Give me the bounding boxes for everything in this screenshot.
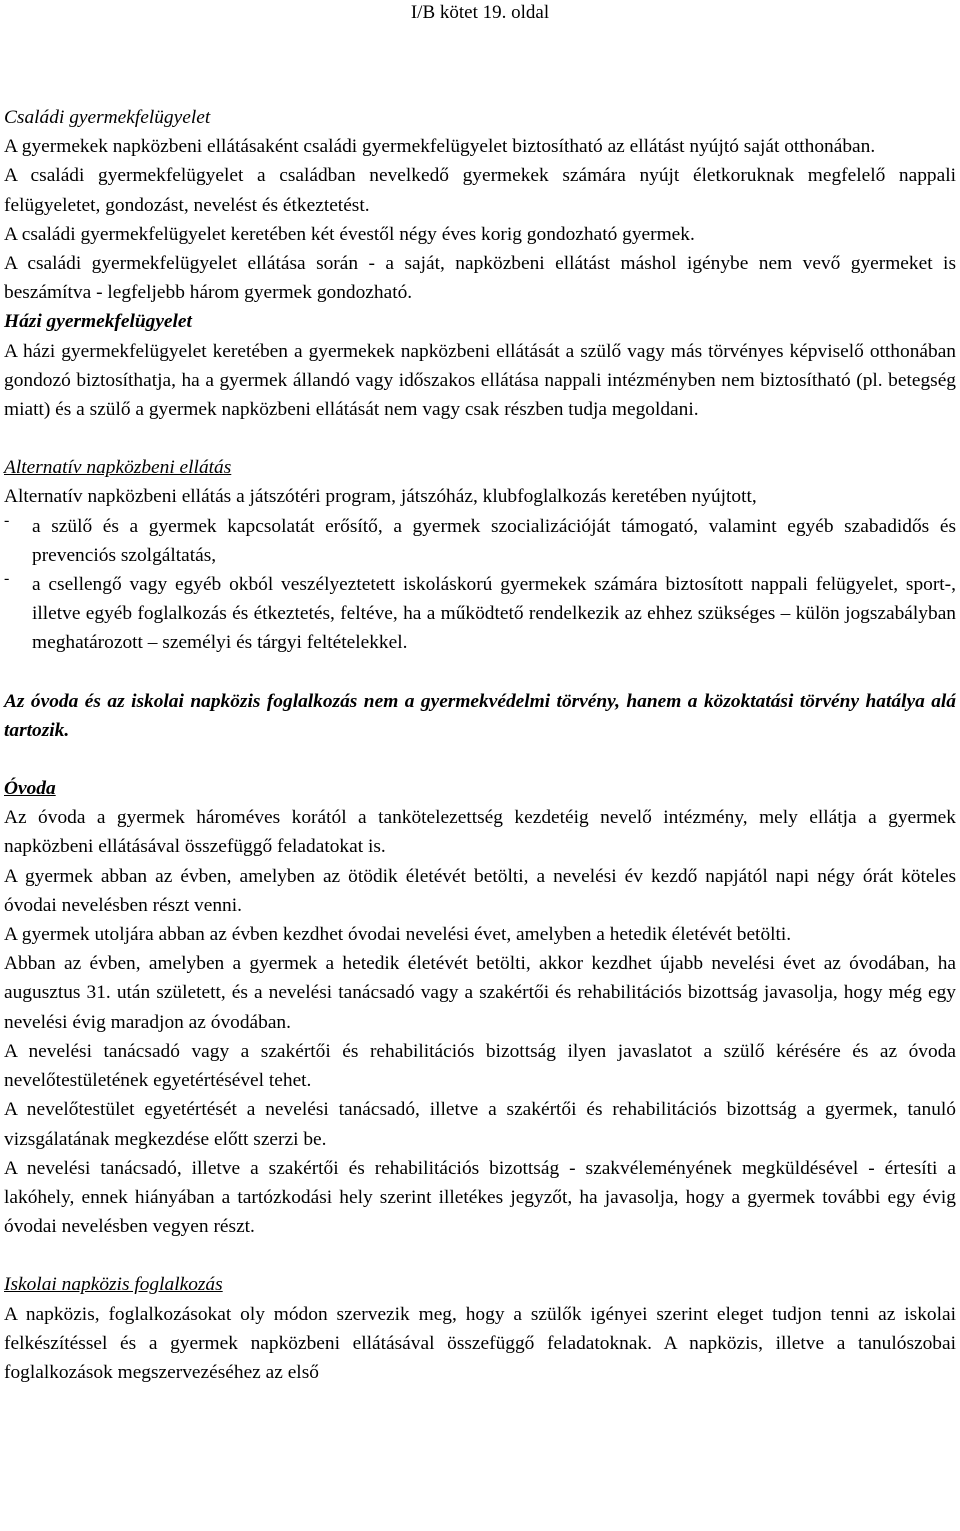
paragraph: A házi gyermekfelügyelet keretében a gyermekek napközbeni ellátását a szülő vagy más törvényes képviselő otthonában gondozó biztosíthatja, ha a gyermek állandó vagy időszakos ellátása nappali intézményben nem biztosítható (pl. betegség miatt) és a szülő a gyermek napközbeni ellátását nem vagy csak részben tudja megoldani. — [4, 340, 956, 421]
paragraph: A családi gyermekfelügyelet keretében két évestől négy éves korig gondozható gyermek. — [4, 223, 695, 245]
page-header: I/B kötet 19. oldal — [410, 2, 550, 23]
section-title-napkozis: Iskolai napközis foglalkozás — [4, 1274, 223, 1296]
paragraph: A nevelési tanácsadó, illetve a szakértői és rehabilitációs bizottság - szakvéleményének megküldésével - értesíti a lakóhely, ennek hiányában a tartózkodási hely szerint illetékes jegyzőt, ha javasolja, hogy a gyermek további egy évig óvodai nevelésben vegyen részt. — [4, 1157, 956, 1238]
list-dash: - — [4, 511, 10, 529]
section-title-hazi: Házi gyermekfelügyelet — [4, 311, 192, 333]
paragraph: A gyermek utoljára abban az évben kezdhet óvodai nevelési évet, amelyben a hetedik életévét betölti. — [4, 924, 792, 946]
list-dash: - — [4, 570, 10, 588]
paragraph: Alternatív napközbeni ellátás a játszótéri program, játszóház, klubfoglalkozás keretében nyújtott, — [4, 486, 757, 508]
list-item-text: a szülő és a gyermek kapcsolatát erősítő, a gyermek szocializációját támogató, valamint egyéb szabadidős és prevenciós szolgáltatás, — [32, 515, 956, 566]
section-title-alternativ: Alternatív napközbeni ellátás — [4, 457, 232, 479]
paragraph: A nevelési tanácsadó vagy a szakértői és rehabilitációs bizottság ilyen javaslatot a szülő kérésére és az óvoda nevelőtestületének egyetértésével tehet. — [4, 1040, 956, 1092]
section-title-ovoda: Óvoda — [4, 778, 56, 800]
paragraph: A gyermek abban az évben, amelyben az ötödik életévét betölti, a nevelési év kezdő napjától napi négy órát köteles óvodai nevelésben részt venni. — [4, 865, 956, 916]
list-item-text: a csellengő vagy egyéb okból veszélyeztetett iskoláskorú gyermekek számára biztosított nappali felügyelet, sport-, illetve egyéb foglalkozás és étkeztetés, feltéve, ha a működtető rendelkezik az ehhez szükséges – külön jogszabályban meghatározott – személyi és tárgyi feltételekkel. — [32, 574, 956, 654]
paragraph: A családi gyermekfelügyelet ellátása során - a saját, napközbeni ellátást máshol igénybe nem vevő gyermeket is beszámítva - legfeljebb három gyermek gondozható. — [4, 253, 956, 304]
paragraph: A nevelőtestület egyetértését a nevelési tanácsadó, illetve a szakértői és rehabilitációs bizottság a gyermek, tanuló vizsgálatának megkezdése előtt szerzi be. — [4, 1099, 956, 1150]
paragraph: Az óvoda a gyermek hároméves korától a tankötelezettség kezdetéig nevelő intézmény, mely ellátja a gyermek napközbeni ellátásával összefüggő feladatokat is. — [4, 807, 956, 858]
list-item — [4, 570, 956, 658]
document-page — [4, 0, 956, 1387]
paragraph: A családi gyermekfelügyelet a családban nevelkedő gyermekek számára nyújt életkoruknak megfelelő nappali felügyeletet, gondozást, nevelést és étkeztetést. — [4, 165, 956, 216]
paragraph: A gyermekek napközbeni ellátásaként családi gyermekfelügyelet biztosítható az ellátást nyújtó saját otthonában. — [4, 136, 876, 158]
paragraph: A napközis, foglalkozásokat oly módon szervezik meg, hogy a szülők igényei szerint eleget tudjon tenni az iskolai felkészítéssel és a gyermek napközbeni ellátásával összefüggő feladatoknak. A napközis, illetve a tanulószobai foglalkozások megszervezéséhez az első — [4, 1303, 956, 1383]
list-item — [4, 512, 956, 570]
notice-statement: Az óvoda és az iskolai napközis foglalkozás nem a gyermekvédelmi törvény, hanem a közoktatási törvény hatálya alá tartozik. — [4, 690, 956, 741]
paragraph: Abban az évben, amelyben a gyermek a hetedik életévét betölti, akkor kezdhet újabb nevelési évet az óvodában, ha augusztus 31. után született, és a nevelési tanácsadó vagy a szakértői és rehabilitációs bizottság javasolja, hogy még egy nevelési évig maradjon az óvodában. — [4, 953, 956, 1033]
section-title-csaladi: Családi gyermekfelügyelet — [4, 107, 211, 128]
